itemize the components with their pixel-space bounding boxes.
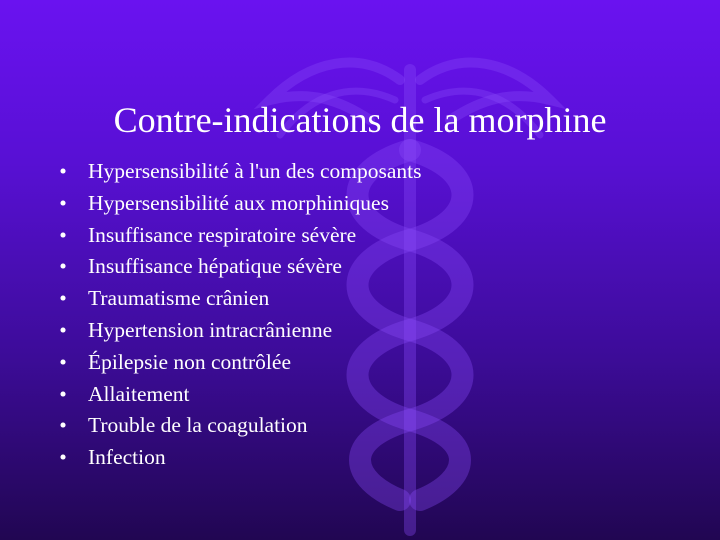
list-item bbox=[56, 283, 421, 315]
list-item-text: Hypersensibilité aux morphiniques bbox=[88, 190, 389, 215]
bullet-icon: • bbox=[59, 190, 67, 215]
list-item bbox=[56, 188, 421, 220]
list-item-text: Trouble de la coagulation bbox=[88, 413, 308, 438]
bullet-icon: • bbox=[59, 317, 67, 342]
contraindication-list bbox=[56, 156, 421, 474]
bullet-icon: • bbox=[59, 413, 67, 438]
list-item bbox=[56, 442, 421, 474]
bullet-icon: • bbox=[59, 445, 67, 470]
bullet-icon: • bbox=[59, 159, 67, 183]
bullet-icon: • bbox=[59, 254, 67, 279]
list-item bbox=[56, 410, 421, 442]
list-item-text: Insuffisance respiratoire sévère bbox=[88, 222, 357, 247]
bullet-icon: • bbox=[59, 381, 67, 406]
list-item-text: Allaitement bbox=[88, 381, 190, 406]
slide-title: Contre-indications de la morphine bbox=[113, 100, 607, 141]
bullet-icon: • bbox=[59, 286, 67, 311]
bullet-icon: • bbox=[59, 349, 67, 374]
list-item-text: Hypertension intracrânienne bbox=[88, 317, 333, 342]
list-item-text: Traumatisme crânien bbox=[88, 286, 270, 311]
list-item-text: Infection bbox=[88, 445, 166, 470]
list-item bbox=[56, 156, 421, 188]
list-item bbox=[56, 379, 421, 411]
list-item bbox=[56, 315, 421, 347]
list-item bbox=[56, 220, 421, 252]
list-item bbox=[56, 347, 421, 379]
list-item-text: Hypersensibilité à l'un des composants bbox=[88, 159, 422, 183]
bullet-icon: • bbox=[59, 222, 67, 247]
list-item bbox=[56, 251, 421, 283]
list-item-text: Insuffisance hépatique sévère bbox=[88, 254, 342, 279]
list-item-text: Épilepsie non contrôlée bbox=[88, 349, 291, 374]
